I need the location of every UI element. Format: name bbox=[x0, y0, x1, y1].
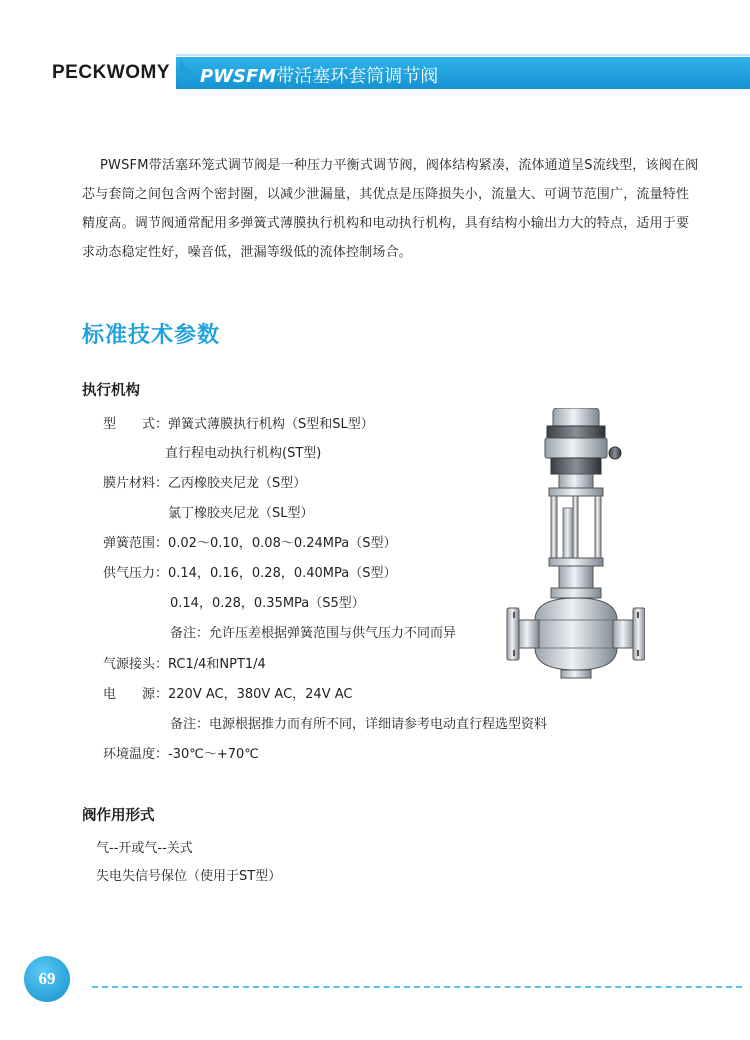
spec-line-diaphragm: 膜片材料：乙丙橡胶夹尼龙（S型） bbox=[103, 476, 307, 491]
spec-line-power: 电 源：220V AC，380V AC，24V AC bbox=[103, 687, 353, 702]
action-line-failsafe: 失电失信号保位（使用于ST型） bbox=[96, 869, 282, 884]
footer-dashed-line bbox=[92, 986, 742, 988]
header-chevron bbox=[180, 60, 192, 86]
spec-line-diaphragm-sl: 氯丁橡胶夹尼龙（SL型） bbox=[168, 506, 314, 521]
action-line-air: 气--开或气--关式 bbox=[96, 841, 193, 856]
spec-line-spring-range: 弹簧范围：0.02～0.10，0.08～0.24MPa（S型） bbox=[103, 536, 397, 551]
spec-line-ambient-temp: 环境温度：-30℃～+70℃ bbox=[103, 747, 259, 762]
intro-paragraph: PWSFM带活塞环笼式调节阀是一种压力平衡式调节阀，阀体结构紧凑，流体通道呈S流线型，该阀在阀芯与套筒之间包含两个密封圈，以减少泄漏量，其优点是压降损失小，流量大、可调节范围广，流量特性精度高。调节阀通常配用多弹簧式薄膜执行机构和电动执行机构，具有结构小输出力大的特点，适用于要求动态稳定性好，噪音低，泄漏等级低的流体控制场合。 bbox=[82, 158, 699, 260]
spec-line-note-pressure: 备注：允许压差根据弹簧范围与供气压力不同而异 bbox=[170, 626, 457, 641]
valve-illustration bbox=[505, 408, 645, 688]
spec-line-supply-pressure-s5: 0.14，0.28，0.35MPa（S5型） bbox=[170, 596, 365, 611]
handwheel-icon bbox=[609, 447, 621, 459]
spec-line-air-connection: 气源接头：RC1/4和NPT1/4 bbox=[103, 657, 266, 672]
spec-line-type-st: 直行程电动执行机构(ST型) bbox=[165, 446, 322, 461]
header-band-top-line bbox=[176, 54, 750, 56]
actuator-title: 执行机构 bbox=[82, 383, 140, 399]
action-title: 阀作用形式 bbox=[82, 808, 155, 824]
section-title: 标准技术参数 bbox=[82, 323, 221, 348]
header-title-name: 带活塞环套筒调节阀 bbox=[276, 66, 439, 87]
page-number-badge: 69 bbox=[24, 956, 70, 1002]
spec-line-note-power: 备注：电源根据推力而有所不同，详细请参考电动直行程选型资料 bbox=[170, 717, 548, 732]
brand-logo: PECKWOMY bbox=[52, 62, 170, 83]
spec-line-type: 型 式：弹簧式薄膜执行机构（S型和SL型） bbox=[103, 417, 374, 432]
header-title-model: PWSFM bbox=[200, 66, 277, 87]
header-title bbox=[200, 62, 438, 88]
spec-line-supply-pressure: 供气压力：0.14，0.16，0.28，0.40MPa（S型） bbox=[103, 566, 397, 581]
